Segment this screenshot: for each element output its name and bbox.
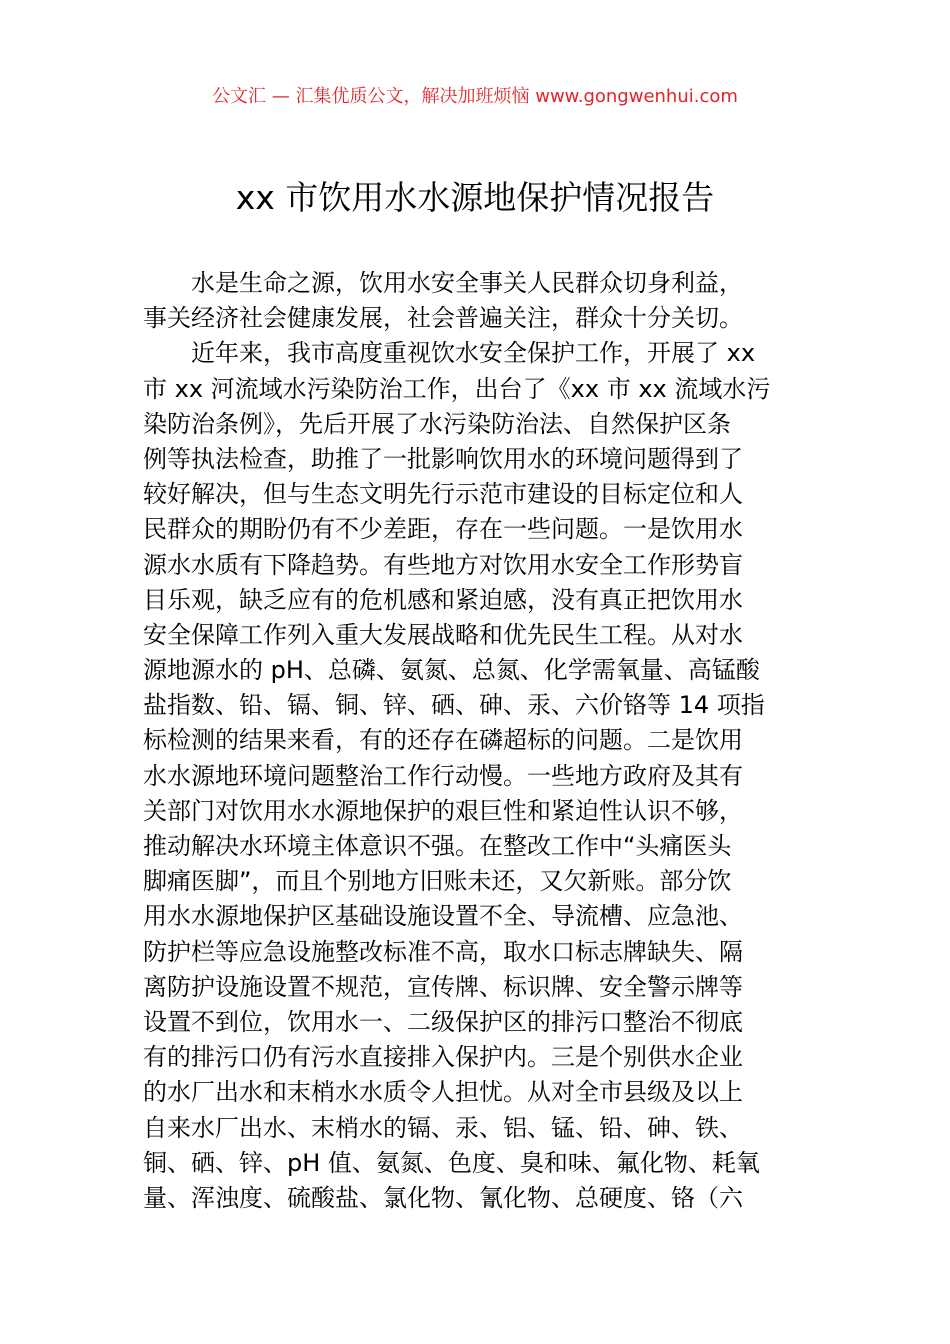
body-line: 染防治条例》，先后开展了水污染防治法、自然保护区条 bbox=[143, 409, 731, 438]
body-line: 有的排污口仍有污水直接排入保护内。三是个别供水企业 bbox=[143, 1043, 743, 1072]
body-line: 近年来，我市高度重视饮水安全保护工作，开展了 xx bbox=[191, 339, 756, 368]
body-line: 源水水质有下降趋势。有些地方对饮用水安全工作形势盲 bbox=[143, 550, 743, 579]
body-line: 量、浑浊度、硫酸盐、氯化物、氰化物、总硬度、铬（六 bbox=[143, 1183, 743, 1212]
body-line: 市 xx 河流域水污染防治工作，出台了《xx 市 xx 流域水污 bbox=[143, 374, 771, 403]
body-line: 较好解决，但与生态文明先行示范市建设的目标定位和人 bbox=[143, 480, 743, 509]
document-title: xx 市饮用水水源地保护情况报告 bbox=[235, 178, 715, 217]
body-line: 的水厂出水和末梢水水质令人担忧。从对全市县级及以上 bbox=[143, 1078, 743, 1107]
body-line: 安全保障工作列入重大发展战略和优先民生工程。从对水 bbox=[143, 620, 743, 649]
body-line: 防护栏等应急设施整改标准不高，取水口标志牌缺失、隔 bbox=[143, 937, 743, 966]
body-line: 铜、硒、锌、pH 值、氨氮、色度、臭和味、氟化物、耗氧 bbox=[143, 1148, 760, 1177]
body-line: 盐指数、铅、镉、铜、锌、硒、砷、汞、六价铬等 14 项指 bbox=[143, 691, 765, 720]
body-line: 关部门对饮用水水源地保护的艰巨性和紧迫性认识不够， bbox=[143, 796, 743, 825]
body-line: 水是生命之源，饮用水安全事关人民群众切身利益， bbox=[191, 269, 743, 297]
body-line: 标检测的结果来看，有的还存在磷超标的问题。二是饮用 bbox=[143, 726, 743, 755]
body-line: 用水水源地保护区基础设施设置不全、导流槽、应急池、 bbox=[143, 902, 743, 931]
site-banner: 公文汇 — 汇集优质公文，解决加班烦恼 www.gongwenhui.com bbox=[212, 86, 738, 107]
document-body bbox=[143, 266, 809, 1216]
body-line: 水水源地环境问题整治工作行动慢。一些地方政府及其有 bbox=[143, 761, 743, 790]
body-line: 离防护设施设置不规范，宣传牌、标识牌、安全警示牌等 bbox=[143, 972, 743, 1001]
body-line: 自来水厂出水、末梢水的镉、汞、铝、锰、铅、砷、铁、 bbox=[143, 1113, 743, 1142]
body-line: 设置不到位，饮用水一、二级保护区的排污口整治不彻底 bbox=[143, 1007, 743, 1036]
body-line: 例等执法检查，助推了一批影响饮用水的环境问题得到了 bbox=[143, 444, 743, 473]
body-line: 推动解决水环境主体意识不强。在整改工作中“头痛医头 bbox=[143, 832, 732, 860]
body-line: 目乐观，缺乏应有的危机感和紧迫感，没有真正把饮用水 bbox=[143, 585, 743, 614]
body-line: 事关经济社会健康发展，社会普遍关注，群众十分关切。 bbox=[143, 304, 743, 333]
body-line: 民群众的期盼仍有不少差距，存在一些问题。一是饮用水 bbox=[143, 515, 743, 544]
body-line: 源地源水的 pH、总磷、氨氮、总氮、化学需氧量、高锰酸 bbox=[143, 656, 760, 685]
body-line: 脚痛医脚”，而且个别地方旧账未还，又欠新账。部分饮 bbox=[143, 867, 732, 896]
